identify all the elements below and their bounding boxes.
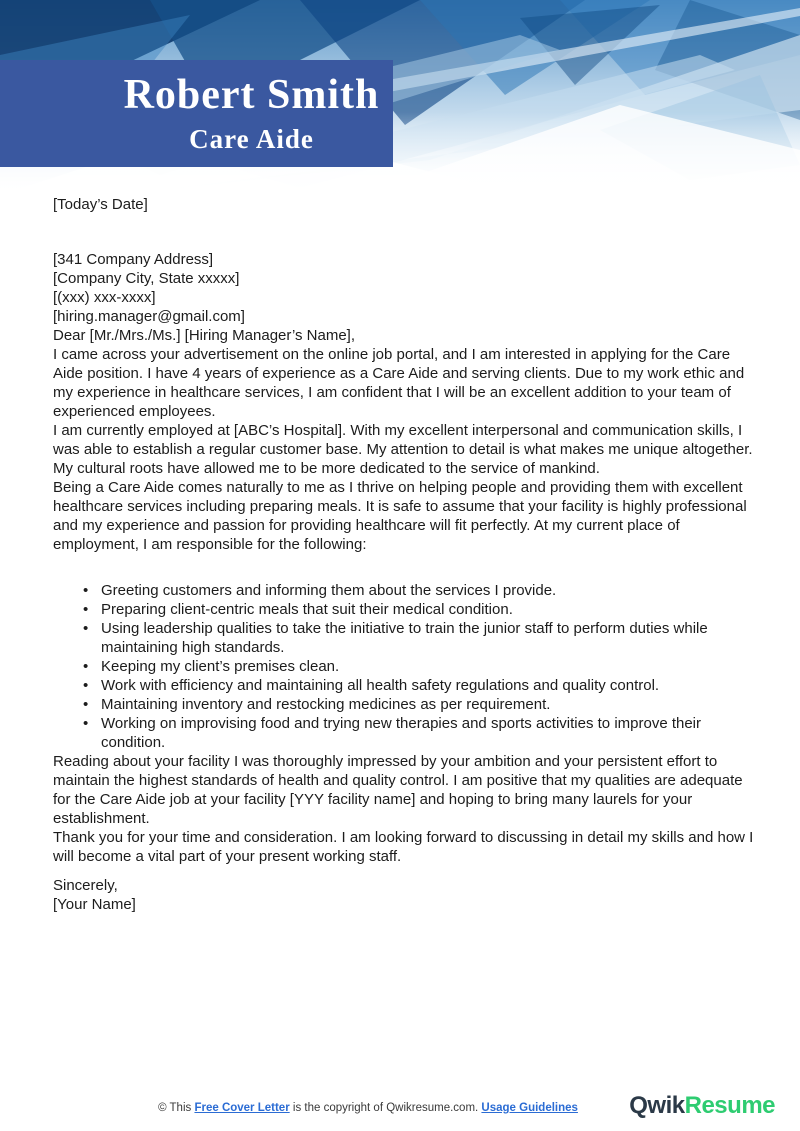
paragraph-thanks: Thank you for your time and consideration. I am looking forward to discussing in detail my skills and how I will become a vital part of your present working staff. <box>53 829 754 865</box>
job-title: Care Aide <box>189 124 314 154</box>
letter-header <box>0 0 800 195</box>
letter-body <box>0 195 800 914</box>
name-banner <box>0 60 393 167</box>
list-item: • Preparing client-centric meals that suit their medical condition. <box>83 600 760 619</box>
copyright-prefix: © This <box>158 1102 195 1114</box>
usage-guidelines-link[interactable]: Usage Guidelines <box>481 1102 578 1114</box>
logo-qwik-text: Qwik <box>629 1092 685 1119</box>
paragraph-intro: I came across your advertisement on the online job portal, and I am interested in applying for the Care Aide position. I have 4 years of experience as a Care Aide and serving clients. Due to my work ethic and my experience in healthcare services, I am confident that I will be an excellent addition to your team of experienced employees. <box>53 346 745 420</box>
address-line: [(xxx) xxx-xxxx] <box>53 289 156 306</box>
address-line: [341 Company Address] <box>53 251 214 268</box>
logo-resume-text: Resume <box>684 1092 775 1119</box>
list-item: • Using leadership qualities to take the initiative to train the junior staff to perform duties while maintaining high standards. <box>83 619 760 657</box>
list-item: • Maintaining inventory and restocking medicines as per requirement. <box>83 695 760 714</box>
date-line: [Today’s Date] <box>53 196 148 213</box>
paragraph-closing: Reading about your facility I was thoroughly impressed by your ambition and your persistent effort to maintain the highest standards of health and quality control. I am positive that my qualities are adequate for the Care Aide job at your facility [YYY facility name] and hoping to bring many laurels for your establishment. <box>53 753 743 827</box>
list-item: • Greeting customers and informing them about the services I provide. <box>83 581 760 600</box>
copyright-text <box>158 1102 578 1114</box>
signature: [Your Name] <box>53 896 136 913</box>
list-item: • Keeping my client’s premises clean. <box>83 657 760 676</box>
address-line: [Company City, State xxxxx] <box>53 270 240 287</box>
free-cover-letter-link[interactable]: Free Cover Letter <box>194 1102 290 1114</box>
person-name: Robert Smith <box>123 72 380 118</box>
address-line: [hiring.manager@gmail.com] <box>53 308 245 325</box>
qwikresume-logo[interactable] <box>629 1092 775 1120</box>
duties-list <box>53 581 760 752</box>
list-item: • Working on improvising food and trying new therapies and sports activities to improve their condition. <box>83 714 760 752</box>
list-item: • Work with efficiency and maintaining all health safety regulations and quality control. <box>83 676 760 695</box>
signoff: Sincerely, <box>53 877 118 894</box>
copyright-middle: is the copyright of Qwikresume.com. <box>289 1102 482 1114</box>
paragraph-current-employment: I am currently employed at [ABC’s Hospital]. With my excellent interpersonal and communication skills, I was able to establish a regular customer base. My attention to detail is what makes me unique altogether. My cultural roots have allowed me to be more dedicated to the service of mankind. <box>53 422 753 477</box>
signoff-block <box>53 876 760 914</box>
paragraph-skills: Being a Care Aide comes naturally to me as I thrive on helping people and providing them with excellent healthcare services including preparing meals. It is safe to assume that your facility is highly professional and my experience and passion for providing healthcare will fit perfectly. At my current place of employment, I am responsible for the following: <box>53 479 747 553</box>
salutation: Dear [Mr./Mrs./Ms.] [Hiring Manager’s Name], <box>53 327 356 344</box>
page-footer <box>0 1090 800 1131</box>
address-block <box>53 250 760 326</box>
